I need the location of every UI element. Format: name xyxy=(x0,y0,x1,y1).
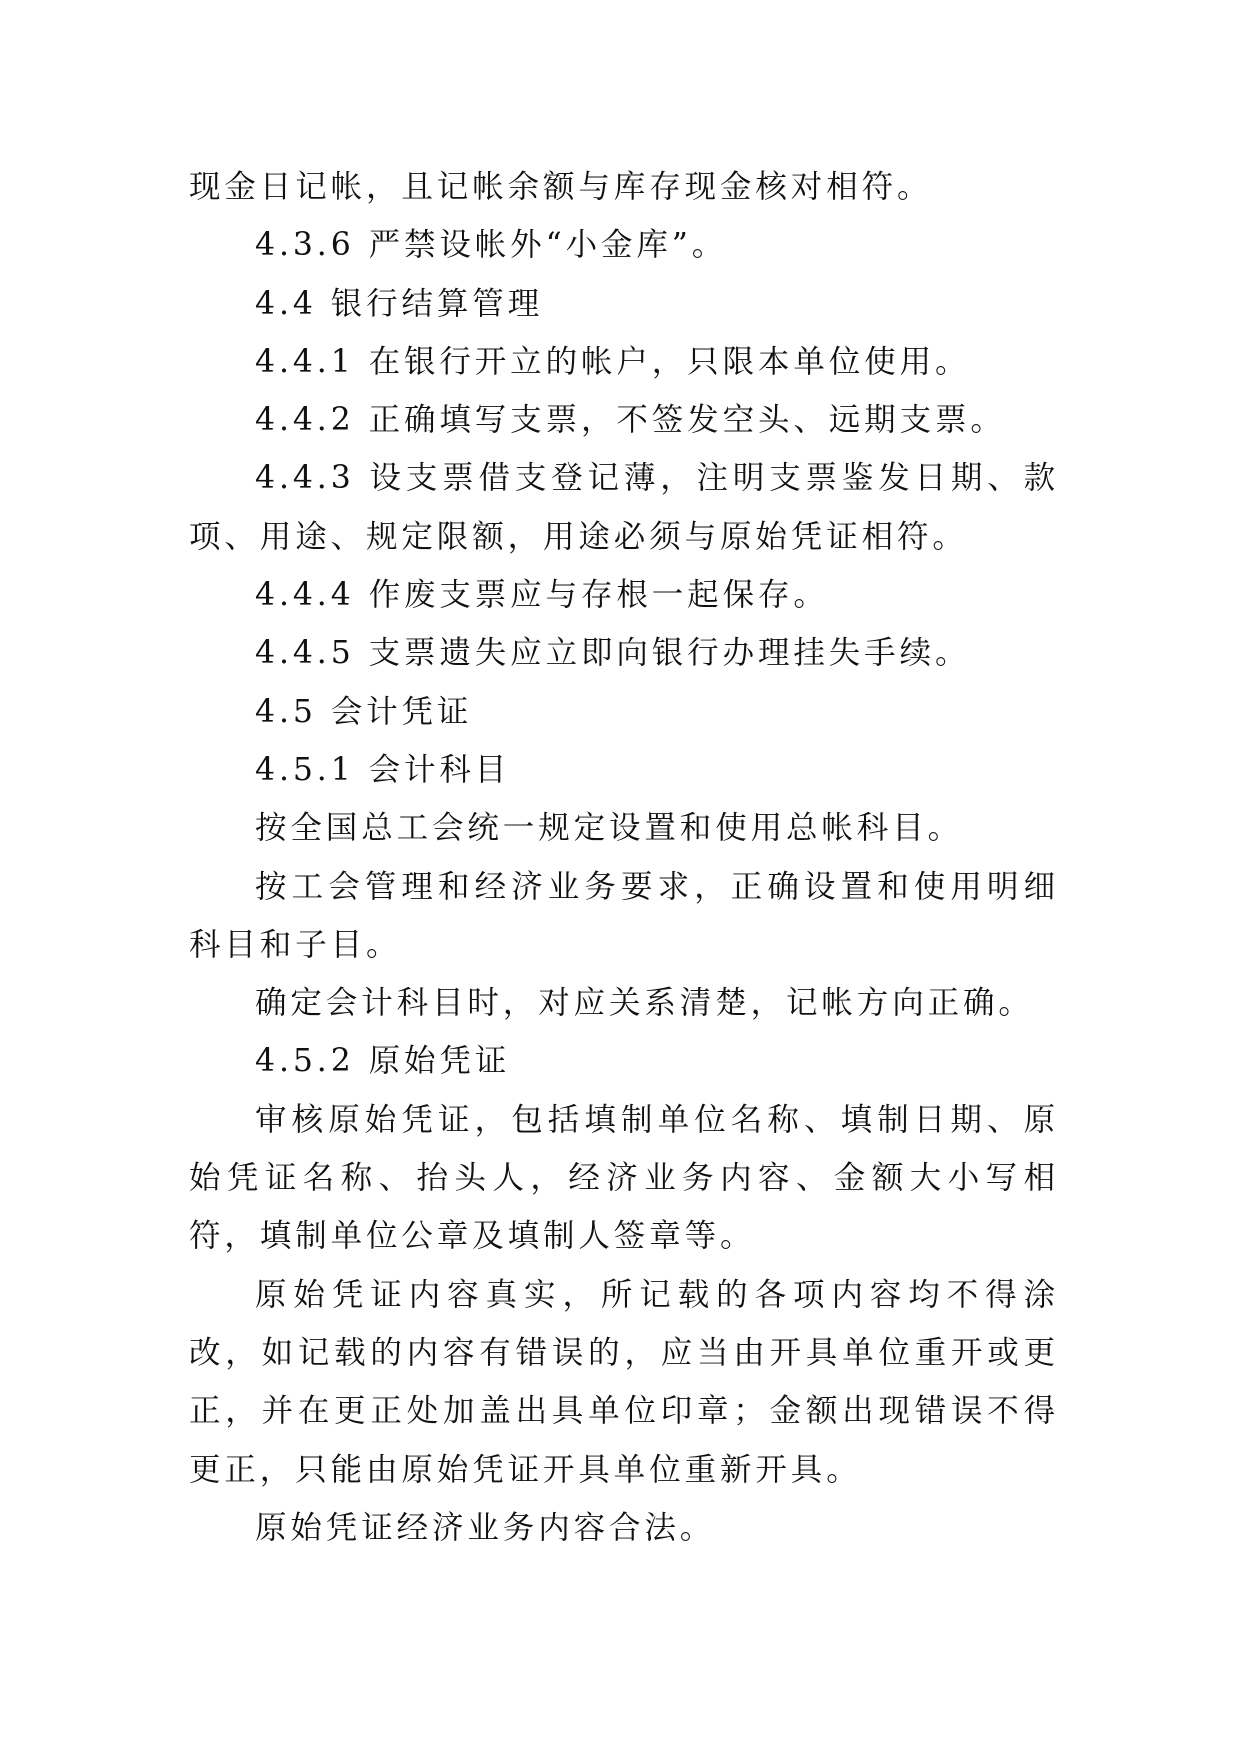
paragraph-voucher-authenticity: 原始凭证内容真实，所记载的各项内容均不得涂改，如记载的内容有错误的，应当由开具单位重开或更正，并在更正处加盖出具单位印章；金额出现错误不得更正，只能由原始凭证开具单位重新开具。 xyxy=(189,1276,1059,1488)
paragraph-4-4-2: 4.4.2 正确填写支票，不签发空头、远期支票。 xyxy=(255,402,1006,439)
paragraph-continuation: 现金日记帐，且记帐余额与库存现金核对相符。 xyxy=(189,169,933,205)
heading-4-5-2: 4.5.2 原始凭证 xyxy=(255,1043,511,1080)
paragraph-4-3-6: 4.3.6 严禁设帐外“小金库”。 xyxy=(255,227,728,264)
paragraph-detail-accounts: 按工会管理和经济业务要求，正确设置和使用明细科目和子目。 xyxy=(189,868,1059,963)
paragraph-4-4-4: 4.4.4 作废支票应与存根一起保存。 xyxy=(255,577,829,614)
paragraph-voucher-legality: 原始凭证经济业务内容合法。 xyxy=(255,1509,716,1546)
heading-4-4: 4.4 银行结算管理 xyxy=(255,285,544,322)
paragraph-4-4-1: 4.4.1 在银行开立的帐户，只限本单位使用。 xyxy=(255,343,971,380)
paragraph-general-ledger: 按全国总工会统一规定设置和使用总帐科目。 xyxy=(255,810,964,847)
heading-4-5-1: 4.5.1 会计科目 xyxy=(255,751,511,788)
paragraph-review-vouchers: 审核原始凭证，包括填制单位名称、填制日期、原始凭证名称、抬头人，经济业务内容、金额大小写相符，填制单位公章及填制人签章等。 xyxy=(189,1101,1059,1255)
document-page xyxy=(189,158,1059,1557)
heading-4-5: 4.5 会计凭证 xyxy=(255,693,473,730)
paragraph-4-4-5: 4.4.5 支票遗失应立即向银行办理挂失手续。 xyxy=(255,635,971,672)
paragraph-account-direction: 确定会计科目时，对应关系清楚，记帐方向正确。 xyxy=(255,985,1034,1022)
paragraph-4-4-3: 4.4.3 设支票借支登记薄，注明支票鉴发日期、款项、用途、规定限额，用途必须与原始凭证相符。 xyxy=(189,460,1059,555)
